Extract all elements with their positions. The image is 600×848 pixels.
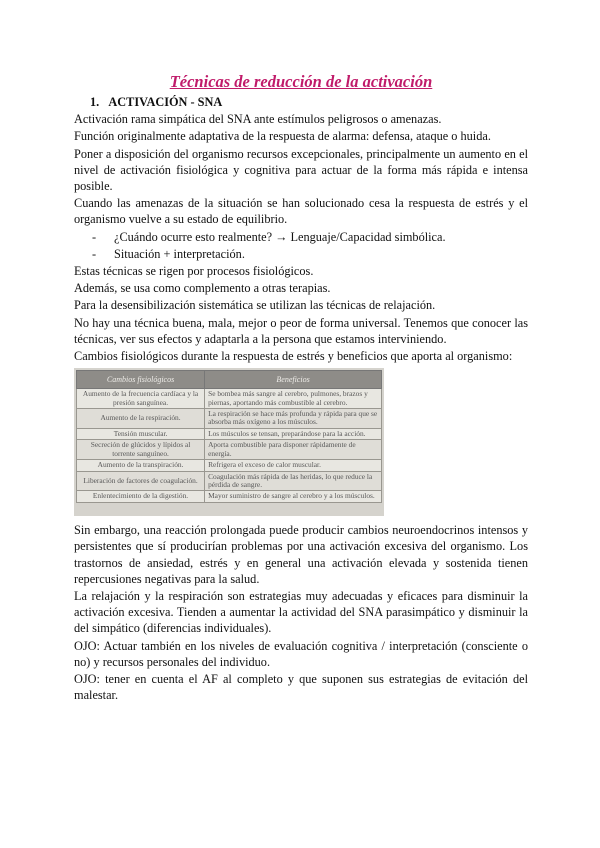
paragraph: Cuando las amenazas de la situación se han solucionado cesa la respuesta de estrés y el organismo vuelve a su estado de equilibrio. — [74, 196, 528, 227]
table-cell: Secreción de glúcidos y lípidos al torrente sanguíneo. — [77, 440, 205, 460]
table-header-row — [77, 371, 382, 389]
dash-icon: - — [92, 246, 97, 261]
paragraph: No hay una técnica buena, mala, mejor o peor de forma universal. Tenemos que conocer las técnicas, ver sus efectos y adaptarla a la persona que estamos interviniendo. — [74, 315, 528, 346]
section-heading — [90, 94, 528, 110]
table-cell: Mayor suministro de sangre al cerebro y a los músculos. — [205, 491, 382, 502]
page-title: Técnicas de reducción de la activación — [169, 72, 433, 91]
table-cell: Refrigera el exceso de calor muscular. — [205, 460, 382, 471]
table-row — [77, 389, 382, 409]
table-row — [77, 440, 382, 460]
paragraph: Estas técnicas se rigen por procesos fisiológicos. — [74, 264, 314, 279]
paragraph: La relajación y la respiración son estrategias muy adecuadas y eficaces para disminuir la activación excesiva. Tienden a aumentar la actividad del SNA parasimpático y disminuir la del simpático (diferencias individuales). — [74, 589, 528, 636]
table-row — [77, 428, 382, 439]
table-header: Beneficios — [205, 371, 382, 389]
table-cell: Aporta combustible para disponer rápidamente de energía. — [205, 440, 382, 460]
paragraph: OJO: Actuar también en los niveles de evaluación cognitiva / interpretación (consciente o no) y recursos personales del individuo. — [74, 638, 528, 669]
table-header: Cambios fisiológicos — [77, 371, 205, 389]
table-cell: Tensión muscular. — [77, 428, 205, 439]
table-cell: Liberación de factores de coagulación. — [77, 471, 205, 491]
table-cell: Coagulación más rápida de las heridas, lo que reduce la pérdida de sangre. — [205, 471, 382, 491]
bullet-item — [92, 229, 528, 245]
bullet-text: Situación + interpretación. — [114, 246, 245, 261]
paragraph: Función originalmente adaptativa de la respuesta de alarma: defensa, ataque o huida. — [74, 129, 491, 144]
physiology-table — [76, 370, 382, 502]
table-cell: Se bombea más sangre al cerebro, pulmones, brazos y piernas, aportando más combustible al cerebro. — [205, 389, 382, 409]
table-cell: Aumento de la frecuencia cardíaca y la presión sanguínea. — [77, 389, 205, 409]
table-row — [77, 460, 382, 471]
paragraph: Activación rama simpática del SNA ante estímulos peligrosos o amenazas. — [74, 112, 442, 127]
table-cell: Los músculos se tensan, preparándose para la acción. — [205, 428, 382, 439]
document-page — [74, 72, 528, 704]
paragraph: Sin embargo, una reacción prolongada puede producir cambios neuroendocrinos intensos y persistentes que sí producirían problemas por una activación excesiva del organismo. Los trastornos de ansiedad, estrés y en general una activación elevada y sostenida tienen repercusiones negativas para la salud. — [74, 523, 528, 586]
table-cell: Enlentecimiento de la digestión. — [77, 491, 205, 502]
paragraph: OJO: tener en cuenta el AF al completo y que suponen sus estrategias de evitación del malestar. — [74, 672, 528, 703]
paragraph: Además, se usa como complemento a otras terapias. — [74, 281, 331, 296]
section-number: 1. — [90, 95, 100, 109]
table-image — [74, 368, 384, 516]
dash-icon: - — [92, 229, 97, 244]
paragraph: Para la desensibilización sistemática se utilizan las técnicas de relajación. — [74, 298, 436, 313]
paragraph: Cambios fisiológicos durante la respuesta de estrés y beneficios que aporta al organismo: — [74, 349, 513, 364]
bullet-text: ¿Cuándo ocurre esto realmente? → Lenguaje/Capacidad simbólica. — [114, 229, 446, 244]
table-cell: Aumento de la respiración. — [77, 409, 205, 429]
table-row — [77, 471, 382, 491]
section-label: ACTIVACIÓN - SNA — [108, 95, 223, 109]
bullet-item — [92, 246, 528, 262]
table-row — [77, 491, 382, 502]
table-cell: La respiración se hace más profunda y rápida para que se absorba más oxígeno a los músculos. — [205, 409, 382, 429]
table-row — [77, 409, 382, 429]
paragraph: Poner a disposición del organismo recursos excepcionales, principalmente un aumento en el nivel de activación fisiológica y cognitiva para actuar de la forma más rápida e intensa posible. — [74, 146, 528, 194]
table-cell: Aumento de la transpiración. — [77, 460, 205, 471]
